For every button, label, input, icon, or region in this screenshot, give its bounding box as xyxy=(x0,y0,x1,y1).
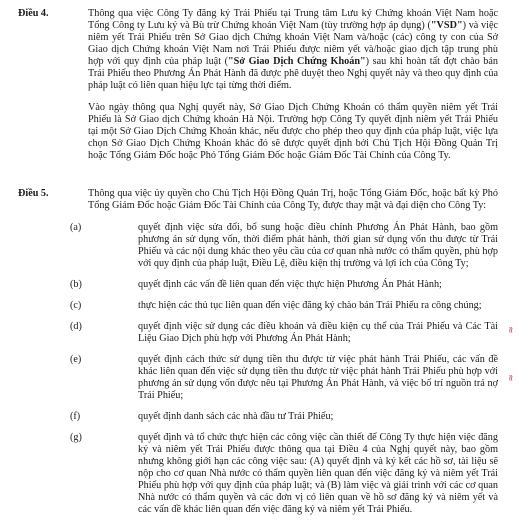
list-item xyxy=(70,300,498,312)
article-4-paragraph-2: Vào ngày thông qua Nghị quyết này, Sở Giao Dịch Chứng Khoán có thẩm quyền niêm yết Trái Phiếu là Sở Giao dịch Chứng khoán Hà Nội. Trường hợp Công Ty quyết định niêm yết Trái Phiếu tại một Sở Giao Dịch Chứng Khoán khác, nếu được cho phép theo quy định của pháp luật, việc lựa chọn Sở Giao Dịch Chứng Khoán khác đó sẽ được quyết định bởi Chủ Tịch Hội Đồng Quản Trị hoặc Tổng Giám Đốc hoặc Phó Tổng Giám Đốc hoặc Giám Đốc Tài Chính của Công Ty. xyxy=(88,102,498,161)
item-text: quyết định và tổ chức thực hiện các công việc cần thiết để Công Ty thực hiện việc đăng ký và niêm yết Trái Phiếu được thông qua tại Điều 4 của Nghị quyết này, bao gồm nhưng không giới hạn các công việc sau: (A) quyết định và ký kết các hồ sơ, tài liệu sẽ nộp cho cơ quan Nhà nước có thẩm quyền liên quan đến việc đăng ký và niêm yết Trái Phiếu phù hợp với quy định của pháp luật; và (B) làm việc và giải trình với các cơ quan Nhà nước có thẩm quyền và các đơn vị có liên quan về hồ sơ đăng ký và niêm yết và các vấn đề khác liên quan đến việc đăng ký và niêm yết Trái Phiếu. xyxy=(138,432,498,515)
item-label: (f) xyxy=(70,411,81,422)
para1-text-e: ) sau khi hoàn tất đợt chào bán Trái Phiếu theo Phương Án Phát Hành đã được phê duyệt theo Nghị quyết này và theo quy định của pháp luật có liên quan hiệu lực tại từng thời điểm. xyxy=(88,56,499,91)
article-5-label: Điều 5. xyxy=(18,188,49,199)
initials-mark-icon: ≈ xyxy=(505,374,515,382)
list-item xyxy=(70,321,498,345)
item-label: (g) xyxy=(70,432,82,443)
item-text: quyết định các vấn đề liên quan đến việc thực hiện Phương Án Phát Hành; xyxy=(138,279,442,290)
item-text: quyết định việc sửa đổi, bổ sung hoặc điều chỉnh Phương Án Phát Hành, bao gồm phương án sử dụng vốn, thời điểm phát hành, thời gian sử dụng vốn thu được từ Trái Phiếu và các nội dung khác theo yêu cầu của cơ quan nhà nước có thẩm quyền, phù hợp với quy định của pháp luật, Điều Lệ, điều kiện thị trường và lợi ích của Công Ty; xyxy=(138,222,498,269)
item-label: (a) xyxy=(70,222,82,233)
exchange-term: "Sở Giao Dịch Chứng Khoán" xyxy=(228,56,366,67)
initials-mark-icon: ≈ xyxy=(505,326,515,334)
item-label: (d) xyxy=(70,321,82,332)
item-label: (e) xyxy=(70,354,82,365)
item-text: thực hiện các thủ tục liên quan đến việc đăng ký chào bán Trái Phiếu ra công chúng; xyxy=(138,300,482,311)
article-4-paragraph-1 xyxy=(88,8,498,92)
list-item xyxy=(70,432,498,516)
article-5 xyxy=(18,188,498,525)
list-item xyxy=(70,354,498,402)
item-text: quyết định cách thức sử dụng tiền thu được từ việc phát hành Trái Phiếu, các vấn đề khác liên quan đến việc sử dụng tiền thu được từ việc phát hành Trái Phiếu phù hợp với phương án sử dụng vốn được nêu tại Phương Án Phát Hành, và việc bố trí nguồn trả nợ Trái Phiếu; xyxy=(138,354,498,401)
item-text: quyết định danh sách các nhà đầu tư Trái Phiếu; xyxy=(138,411,334,422)
article-5-intro-wrap xyxy=(88,188,498,212)
list-item xyxy=(70,222,498,270)
item-text: quyết định việc sử dụng các điều khoản và điều kiện cụ thể của Trái Phiếu và Các Tài Liệu Giao Dịch phù hợp với Phương Án Phát Hành; xyxy=(138,321,498,344)
para1-text-a: Thông qua việc Công Ty đăng ký Trái Phiếu tại Trung tâm Lưu ký Chứng khoán Việt Nam hoặc Tổng Công ty Lưu ký và Bù trừ Chứng khoán Việt Nam (tùy trường hợp áp dụng) ( xyxy=(88,8,498,31)
article-5-items xyxy=(70,222,498,516)
list-item xyxy=(70,411,498,423)
article-4-label: Điều 4. xyxy=(18,8,49,19)
item-label: (b) xyxy=(70,279,82,290)
para1-text-c: ) và việc niêm yết Trái Phiếu trên Sở Giao dịch Chứng khoán Việt Nam và/hoặc (các) công ty con của Sở Giao dịch Chứng khoán Việt Nam nơi Trái Phiếu được niêm yết và/hoặc giao dịch tập trung phù hợp với quy định của pháp luật ( xyxy=(88,20,498,67)
article-5-intro: Thông qua việc ủy quyền cho Chủ Tịch Hội Đồng Quản Trị, hoặc Tổng Giám Đốc, hoặc bất kỳ Phó Tổng Giám Đốc hoặc Giám Đốc Tài Chính của Công Ty, được thay mặt và đại diện cho Công Ty: xyxy=(88,188,498,211)
article-4-body xyxy=(88,8,498,162)
vsd-term: "VSD" xyxy=(430,20,463,31)
list-item xyxy=(70,279,498,291)
article-4 xyxy=(18,8,498,172)
item-label: (c) xyxy=(70,300,82,311)
